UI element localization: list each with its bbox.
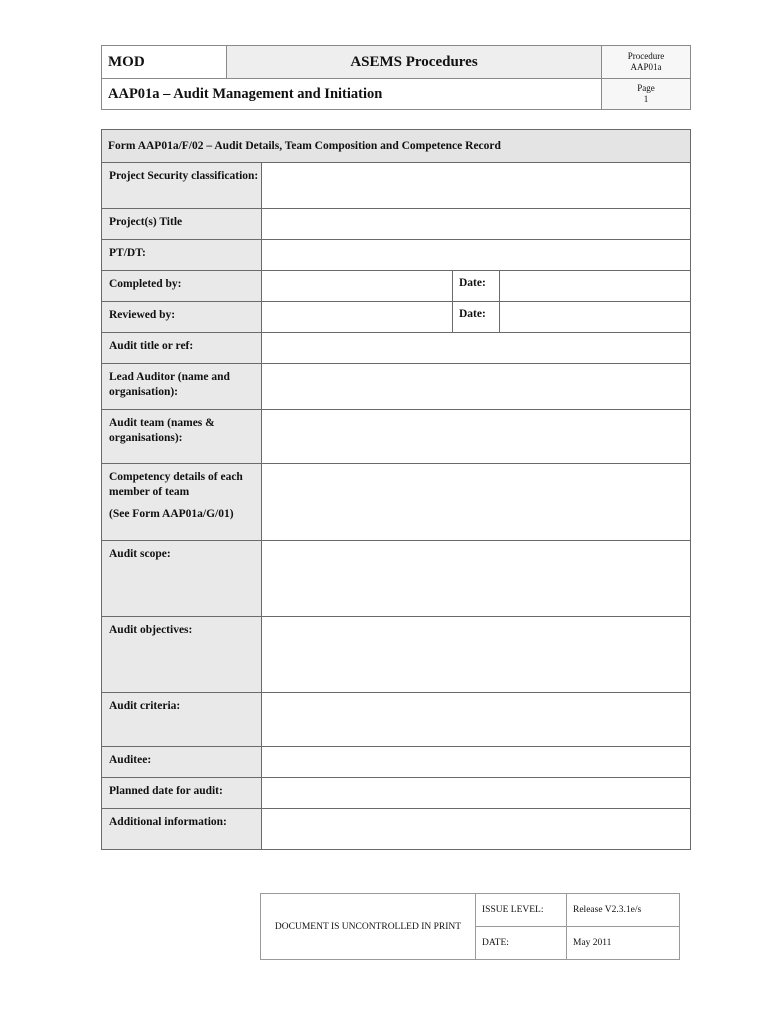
project-title-label: Project(s) Title [102, 209, 262, 240]
reviewed-date-label: Date: [453, 302, 500, 333]
procedure-label: Procedure [627, 51, 665, 61]
reviewed-by-label: Reviewed by: [102, 302, 262, 333]
audit-scope-label: Audit scope: [102, 541, 262, 617]
competency-label-cell [102, 464, 262, 541]
planned-date-field[interactable] [262, 778, 691, 809]
competency-note: (See Form AAP01a/G/01) [109, 508, 234, 520]
audit-team-label: Audit team (names & organisations): [102, 410, 262, 464]
org-name: MOD [102, 46, 227, 79]
planned-date-label: Planned date for audit: [102, 778, 262, 809]
lead-auditor-label: Lead Auditor (name and organisation): [102, 364, 262, 410]
procedure-cell [602, 46, 691, 79]
audit-objectives-field[interactable] [262, 617, 691, 693]
audit-details-form [101, 129, 691, 850]
header-title: ASEMS Procedures [227, 46, 602, 79]
issue-level-value: Release V2.3.1e/s [567, 894, 680, 927]
page-label: Page [637, 83, 655, 93]
issue-level-label: ISSUE LEVEL: [476, 894, 567, 927]
additional-info-label: Additional information: [102, 809, 262, 850]
procedure-value: AAP01a [630, 62, 662, 72]
reviewed-by-field[interactable] [262, 302, 453, 333]
uncontrolled-notice: DOCUMENT IS UNCONTROLLED IN PRINT [261, 894, 476, 960]
audit-scope-field[interactable] [262, 541, 691, 617]
footer-date-label: DATE: [476, 927, 567, 960]
audit-title-label: Audit title or ref: [102, 333, 262, 364]
audit-team-field[interactable] [262, 410, 691, 464]
form-heading: Form AAP01a/F/02 – Audit Details, Team Composition and Competence Record [102, 130, 691, 163]
ptdt-field[interactable] [262, 240, 691, 271]
completed-by-label: Completed by: [102, 271, 262, 302]
completed-by-field[interactable] [262, 271, 453, 302]
reviewed-date-field[interactable] [500, 302, 691, 333]
ptdt-label: PT/DT: [102, 240, 262, 271]
auditee-label: Auditee: [102, 747, 262, 778]
document-header [101, 45, 691, 110]
competency-label: Competency details of each member of team [109, 471, 243, 498]
footer-date-value: May 2011 [567, 927, 680, 960]
document-title: AAP01a – Audit Management and Initiation [102, 79, 602, 110]
lead-auditor-field[interactable] [262, 364, 691, 410]
document-footer [260, 893, 680, 960]
auditee-field[interactable] [262, 747, 691, 778]
page-number: 1 [643, 94, 649, 104]
security-classification-label: Project Security classification: [102, 163, 262, 209]
page-cell [602, 79, 691, 110]
audit-criteria-field[interactable] [262, 693, 691, 747]
security-classification-field[interactable] [262, 163, 691, 209]
audit-criteria-label: Audit criteria: [102, 693, 262, 747]
project-title-field[interactable] [262, 209, 691, 240]
completed-date-field[interactable] [500, 271, 691, 302]
audit-title-field[interactable] [262, 333, 691, 364]
competency-field[interactable] [262, 464, 691, 541]
additional-info-field[interactable] [262, 809, 691, 850]
audit-objectives-label: Audit objectives: [102, 617, 262, 693]
completed-date-label: Date: [453, 271, 500, 302]
